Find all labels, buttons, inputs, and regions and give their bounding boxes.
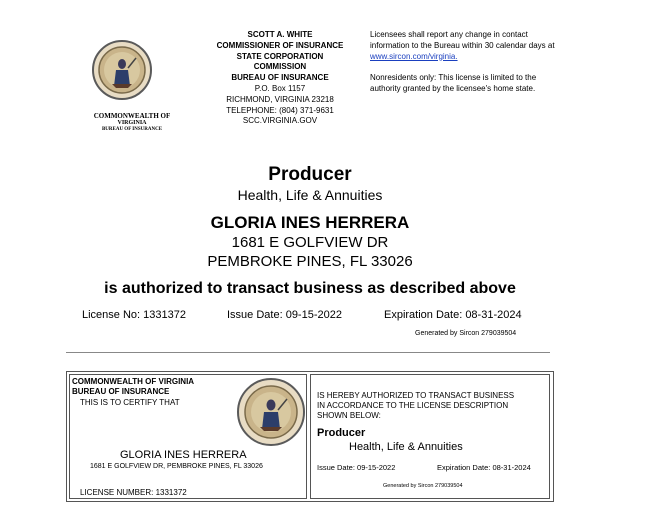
sircon-link[interactable]: www.sircon.com/virginia.: [370, 51, 458, 61]
virginia-seal-top: [92, 34, 152, 106]
agency-line2: COMMISSION: [253, 62, 307, 72]
generated-by: Generated by Sircon 279039504: [415, 330, 517, 337]
card-certify: THIS IS TO CERTIFY THAT: [80, 398, 180, 407]
licensee-name: GLORIA INES HERRERA: [210, 213, 410, 232]
website: SCC.VIRGINIA.GOV: [242, 116, 318, 126]
card-left-panel: [69, 374, 307, 499]
virginia-seal-card: [236, 377, 306, 447]
seal-caption-line3: BUREAU OF INSURANCE: [101, 127, 163, 132]
card-generated-by: Generated by Sircon 279039504: [383, 483, 463, 489]
authorization-statement: is authorized to transact business as described above: [104, 280, 516, 297]
card-state-line: COMMONWEALTH OF VIRGINIA: [72, 377, 195, 386]
card-auth-line2: IN ACCORDANCE TO THE LICENSE DESCRIPTION: [317, 401, 509, 410]
card-address: 1681 E GOLFVIEW DR, PEMBROKE PINES, FL 33026: [90, 463, 263, 470]
seal-caption: [82, 112, 182, 133]
license-type: Producer: [268, 164, 352, 185]
license-number: License No: 1331372: [82, 309, 186, 321]
card-license-type: Producer: [317, 427, 366, 439]
license-lines: Health, Life & Annuities: [237, 187, 383, 203]
issue-date: Issue Date: 09-15-2022: [227, 309, 342, 321]
card-license-lines: Health, Life & Annuities: [349, 441, 463, 453]
card-auth-line3: SHOWN BELOW:: [317, 411, 381, 420]
po-box: P.O. Box 1157: [254, 83, 306, 93]
card-bureau-line: BUREAU OF INSURANCE: [72, 387, 170, 396]
seal-caption-line1: COMMONWEALTH OF: [93, 112, 171, 120]
city-line: RICHMOND, VIRGINIA 23218: [226, 94, 334, 104]
expiration-date: Expiration Date: 08-31-2024: [384, 309, 522, 321]
agency-line1: STATE CORPORATION: [236, 51, 324, 61]
notice2-line1: Nonresidents only: This license is limited to the: [370, 73, 537, 83]
notice2-line2: authority granted by the licensee's home state.: [370, 84, 536, 94]
commissioner-name: SCOTT A. WHITE: [247, 30, 313, 39]
cut-line-divider: [66, 352, 550, 353]
licensee-address2: PEMBROKE PINES, FL 33026: [207, 253, 413, 270]
card-name: GLORIA INES HERRERA: [120, 449, 247, 461]
wallet-card: [66, 371, 554, 502]
card-issue-date: Issue Date: 09-15-2022: [317, 463, 396, 472]
notices-block: [370, 30, 600, 95]
card-auth-line1: IS HEREBY AUTHORIZED TO TRANSACT BUSINESS: [317, 391, 515, 400]
card-license-number: LICENSE NUMBER: 1331372: [80, 488, 187, 497]
commissioner-title: COMMISSIONER OF INSURANCE: [216, 40, 344, 50]
seal-caption-line2: VIRGINIA: [117, 120, 147, 126]
telephone: TELEPHONE: (804) 371-9631: [226, 105, 334, 115]
licensee-address1: 1681 E GOLFVIEW DR: [231, 234, 389, 251]
notice1-line2: information to the Bureau within 30 calendar days at: [370, 40, 555, 50]
card-expiration-date: Expiration Date: 08-31-2024: [437, 463, 531, 472]
notice1-line1: Licensees shall report any change in contact: [370, 30, 528, 39]
card-right-panel: [310, 374, 550, 499]
commissioner-address-block: [200, 30, 360, 127]
bureau-name: BUREAU OF INSURANCE: [231, 73, 329, 83]
